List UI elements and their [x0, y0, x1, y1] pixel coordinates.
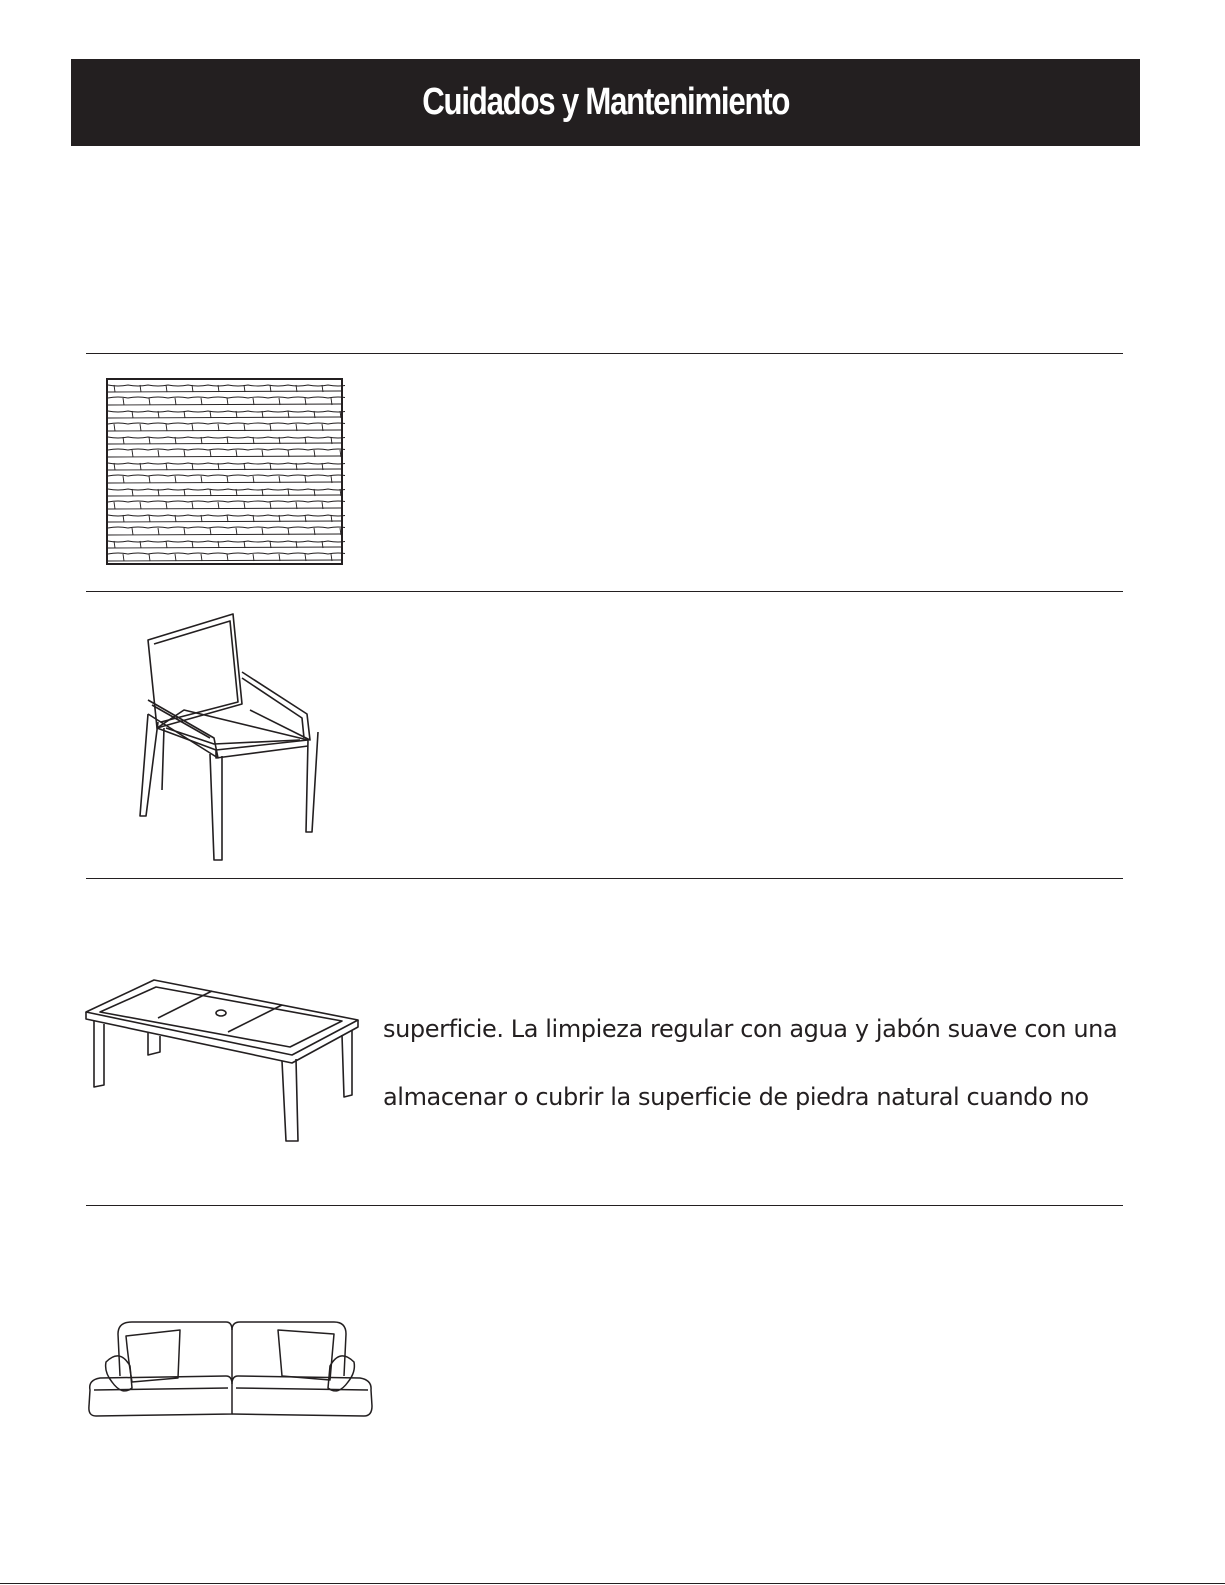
- wicker-weave-swatch-icon: [105, 377, 345, 567]
- section-divider: [86, 878, 1123, 879]
- body-text-line: superficie. La limpieza regular con agua y jabón suave con una: [383, 1015, 1118, 1043]
- body-text-line: almacenar o cubrir la superficie de piedra natural cuando no: [383, 1083, 1089, 1111]
- section-divider: [86, 353, 1123, 354]
- section-divider: [86, 591, 1123, 592]
- section-divider: [86, 1205, 1123, 1206]
- page-bottom-edge: [0, 1583, 1225, 1584]
- page-header: [71, 59, 1140, 146]
- page-title: Cuidados y Mantenimiento: [422, 81, 789, 123]
- sofa-with-cushions-icon: [86, 1318, 376, 1422]
- sling-dining-chair-icon: [132, 610, 332, 868]
- dining-table-icon: [82, 975, 364, 1150]
